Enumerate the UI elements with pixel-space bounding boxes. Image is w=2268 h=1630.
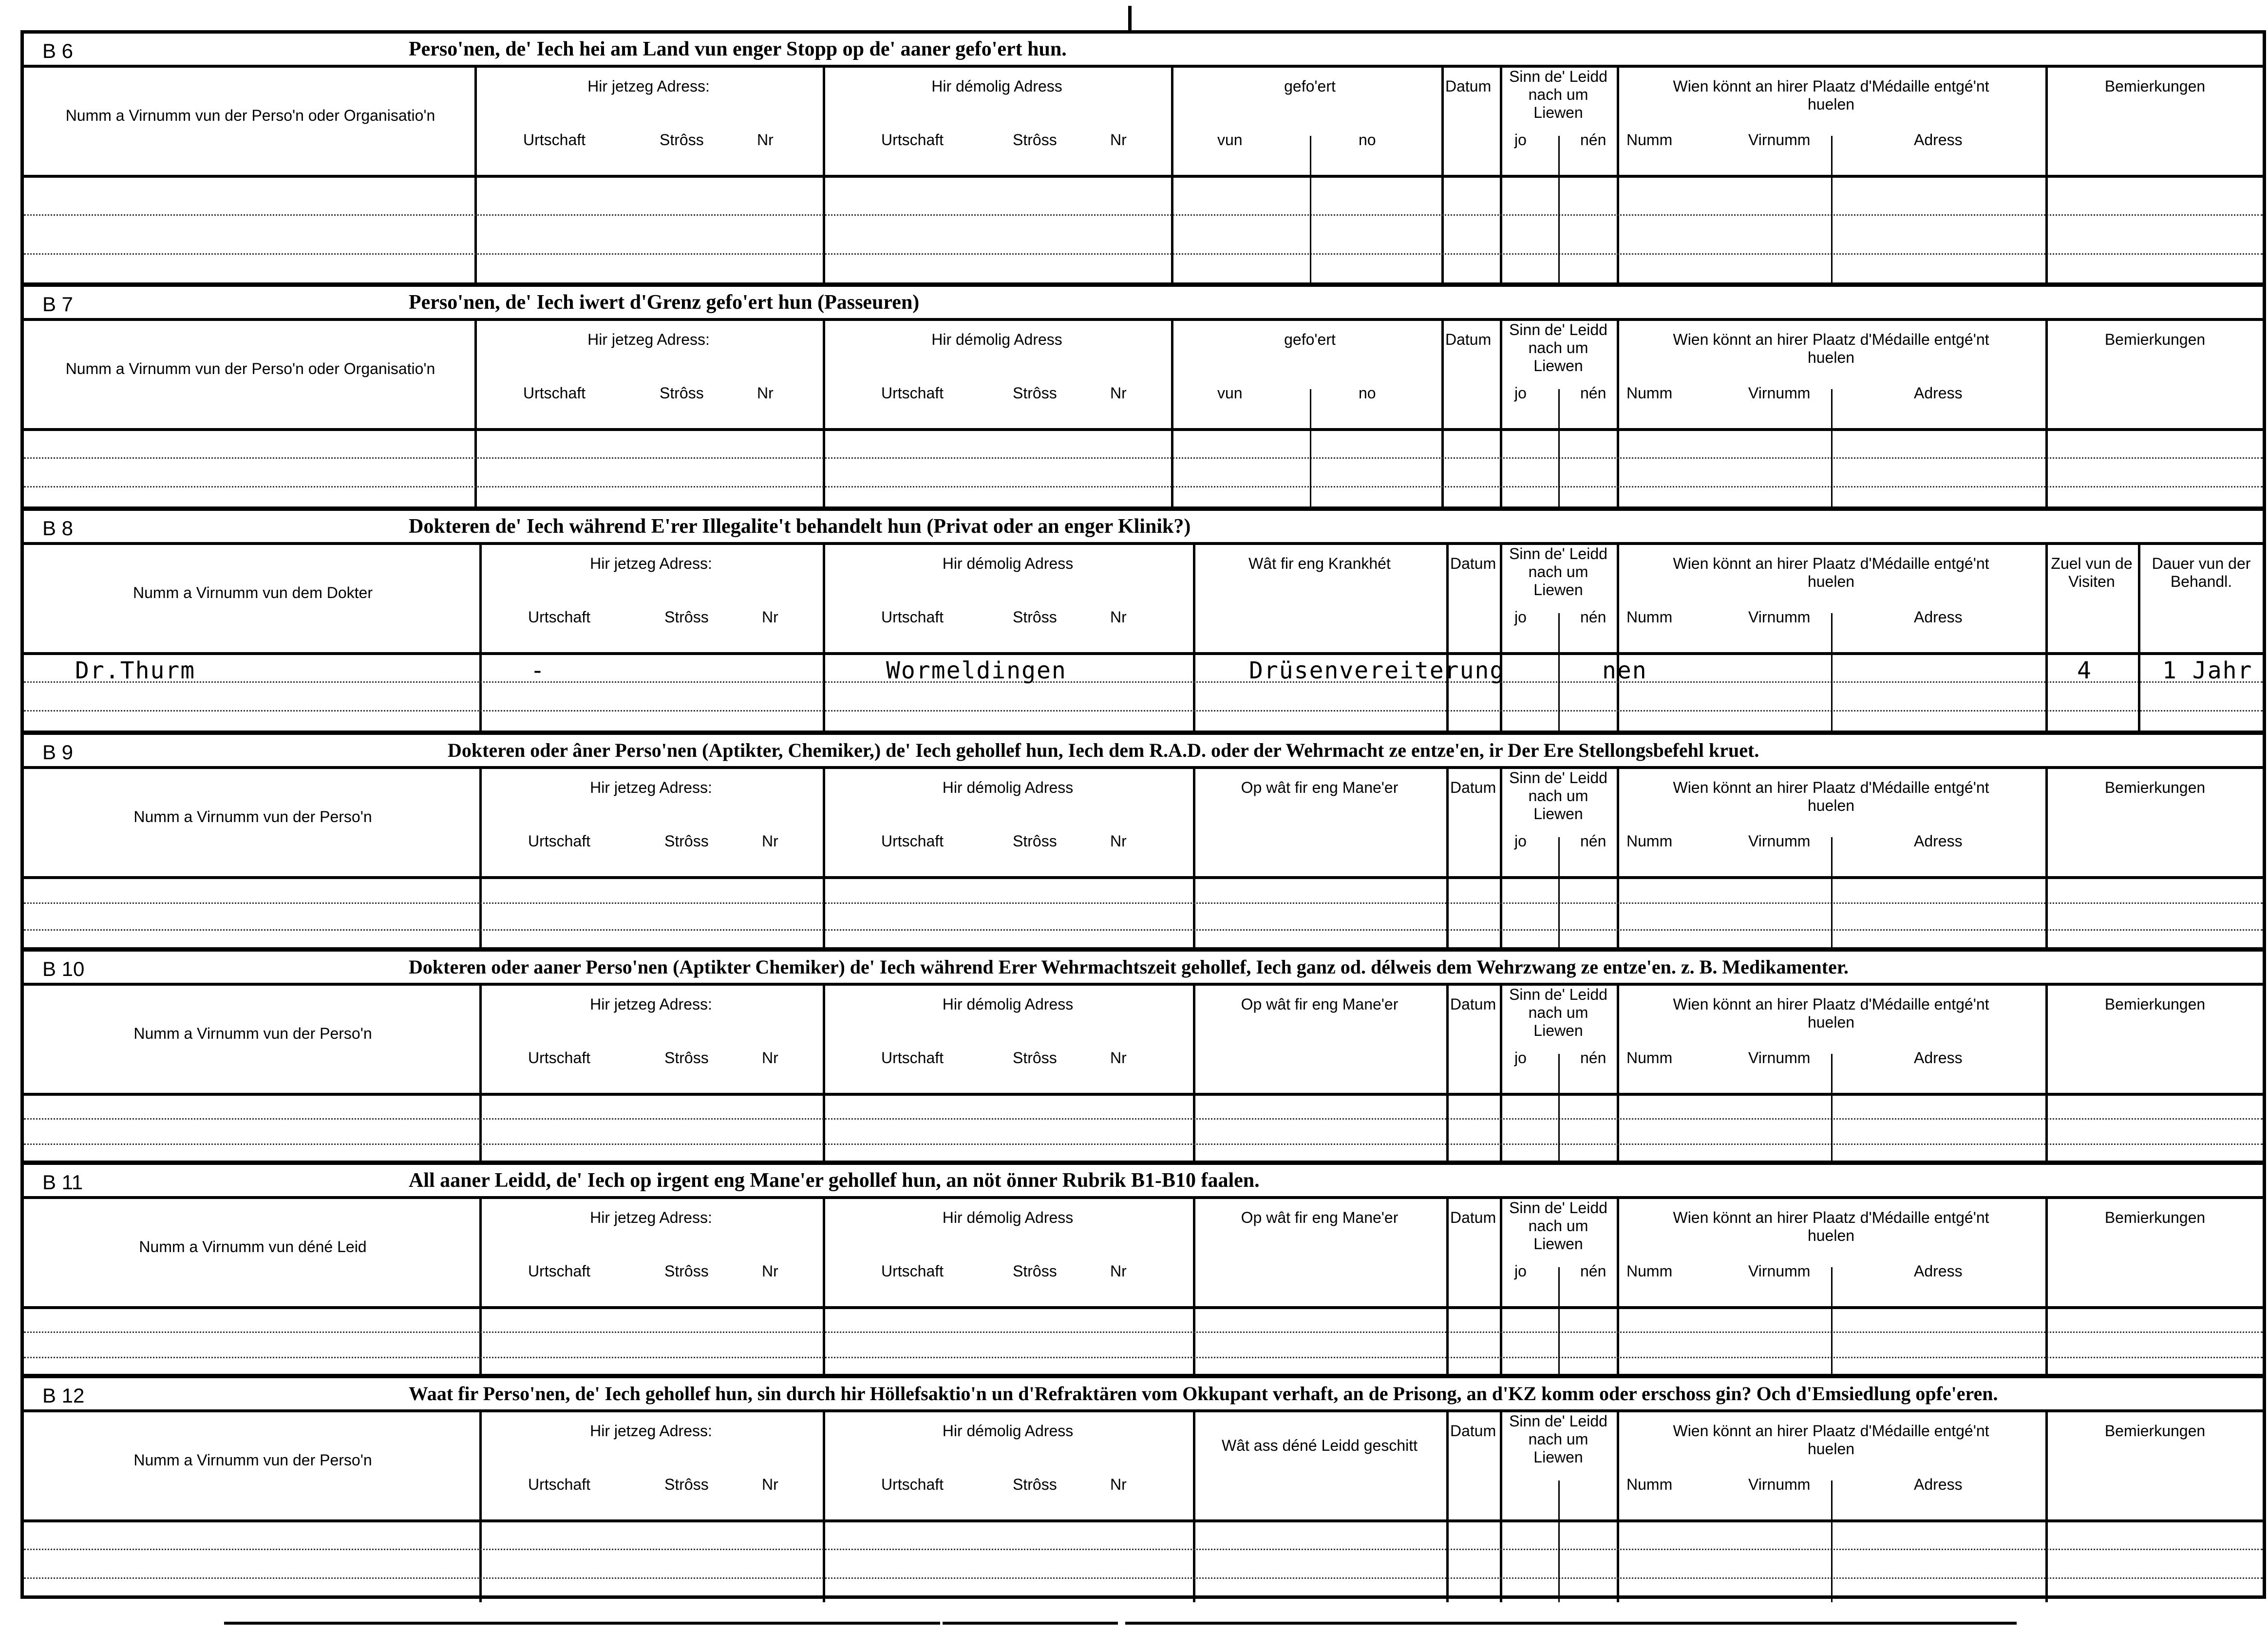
column-rule [823,1412,825,1602]
name-column-label: Numm a Virnumm vun déné Leid [139,1238,367,1255]
section-header [24,34,2263,68]
writing-line [24,1118,2263,1120]
survived-label: Sinn de' Leidd nach um Liewen [1509,1199,1607,1253]
survived-label: Sinn de' Leidd nach um Liewen [1509,769,1607,823]
stross-label: Strôss [1013,1262,1057,1280]
from-label: vun [1217,131,1243,149]
section-code: B 7 [42,293,74,316]
column-rule [2138,545,2140,735]
section-header [24,1378,2263,1412]
sub-rule [1558,389,1560,511]
address-label: Adress [1914,1476,1963,1493]
date-label: Datum [1450,779,1496,796]
section-b12 [24,1378,2263,1602]
nr-label: Nr [1110,1476,1127,1493]
column-rule [2045,1199,2048,1378]
address-label: Adress [1914,1262,1963,1280]
column-rule [1500,986,1502,1165]
surname-label: Numm [1626,131,1673,149]
column-rule [1193,986,1195,1165]
urtschaft-label: Urtschaft [528,1476,591,1493]
writing-line [24,1143,2263,1145]
stross-label: Strôss [664,1476,709,1493]
medal-recipient-label: Wien könnt an hirer Plaatz d'Médaille entgé'nt huelen [1673,779,1989,814]
firstname-label: Virnumm [1748,1049,1811,1067]
column-rule [1500,545,1502,735]
section-title: Perso'nen, de' Iech iwert d'Grenz gefo'ert hun (Passeuren) [409,291,920,314]
sub-rule [1831,613,1833,735]
current-address-label: Hir jetzeg Adress: [590,555,712,572]
entry-doctor: Dr.Thurm [75,657,196,684]
column-rule [1500,769,1502,952]
section-b8 [24,511,2263,735]
section-b7 [24,287,2263,511]
transported-label: gefo'ert [1284,331,1336,348]
section-code: B 11 [42,1171,83,1194]
visits-label: Zuel vun de Visiten [2051,555,2133,590]
urtschaft-label: Urtschaft [881,1262,944,1280]
writing-line [24,929,2263,931]
writing-line [24,1577,2263,1579]
bottom-rule-mid [943,1622,1118,1625]
urtschaft-label: Urtschaft [528,832,591,850]
section-code: B 12 [42,1384,85,1407]
current-address-label: Hir jetzeg Adress: [590,995,712,1013]
yes-label: jo [1514,1262,1527,1280]
column-rule [1193,1412,1195,1602]
surname-label: Numm [1626,608,1673,626]
section-code: B 6 [42,39,74,62]
remarks-label: Bemierkungen [2104,995,2206,1013]
column-rule [823,321,825,511]
yes-label: jo [1514,1049,1527,1067]
column-rule [1500,1412,1502,1602]
remarks-label: Bemierkungen [2104,331,2206,348]
sub-rule [1831,1267,1833,1378]
firstname-label: Virnumm [1748,832,1811,850]
nr-label: Nr [1110,1049,1127,1067]
writing-line [24,902,2263,904]
urtschaft-label: Urtschaft [528,1262,591,1280]
surname-label: Numm [1626,832,1673,850]
firstname-label: Virnumm [1748,384,1811,402]
column-rule [1500,1199,1502,1378]
medal-recipient-label: Wien könnt an hirer Plaatz d'Médaille entgé'nt huelen [1673,1422,1989,1458]
column-rule [1617,769,1619,952]
old-address-label: Hir démolig Adress [931,331,1062,348]
urtschaft-label: Urtschaft [881,1049,944,1067]
from-label: vun [1217,384,1243,402]
nr-label: Nr [1110,608,1127,626]
sub-rule [1831,389,1833,511]
column-rule [823,1199,825,1378]
nr-label: Nr [757,384,774,402]
date-label: Datum [1445,331,1492,348]
column-rule [823,545,825,735]
column-rule [479,986,482,1165]
medal-recipient-label: Wien könnt an hirer Plaatz d'Médaille entgé'nt huelen [1673,995,1989,1031]
header-rule [24,428,2263,431]
sub-rule [1558,136,1560,287]
duration-label: Dauer vun der Behandl. [2152,555,2251,590]
name-column-label: Numm a Virnumm vun der Perso'n [133,808,372,825]
header-rule [24,175,2263,178]
sub-rule [1310,136,1311,287]
entry-duration: 1 Jahr [2162,657,2253,684]
column-rule [1617,545,1619,735]
writing-line [24,1549,2263,1550]
urtschaft-label: Urtschaft [523,131,586,149]
stross-label: Strôss [1013,608,1057,626]
current-address-label: Hir jetzeg Adress: [590,1209,712,1226]
column-rule [479,545,482,735]
remarks-label: Bemierkungen [2104,779,2206,796]
writing-line [24,486,2263,487]
name-column-label: Numm a Virnumm vun der Perso'n [133,1451,372,1469]
column-rule [2045,321,2048,511]
column-rule [1193,545,1195,735]
column-rule [1193,769,1195,952]
address-label: Adress [1914,131,1963,149]
manner-label: Op wât fir eng Mane'er [1241,1209,1399,1226]
nr-label: Nr [762,608,778,626]
date-label: Datum [1450,555,1496,572]
column-rule [1617,986,1619,1165]
yes-label: jo [1514,608,1527,626]
header-rule [24,652,2263,655]
section-b6 [24,34,2263,287]
urtschaft-label: Urtschaft [881,1476,944,1493]
nr-label: Nr [1110,1262,1127,1280]
survived-label: Sinn de' Leidd nach um Liewen [1509,986,1607,1039]
address-label: Adress [1914,1049,1963,1067]
date-label: Datum [1450,995,1496,1013]
column-rule [2045,986,2048,1165]
old-address-label: Hir démolig Adress [942,995,1074,1013]
writing-line [24,253,2263,255]
section-b10 [24,952,2263,1165]
no-label: nén [1580,1262,1606,1280]
entry-current-address: - [530,657,546,684]
writing-line [24,710,2263,712]
section-grid [24,68,2263,287]
section-header [24,287,2263,321]
bottom-rule-left [224,1622,940,1625]
header-rule [24,1093,2263,1096]
column-rule [1617,1412,1619,1602]
nr-label: Nr [1110,384,1127,402]
yes-label: jo [1514,131,1527,149]
stross-label: Strôss [664,1262,709,1280]
writing-line [24,1331,2263,1333]
nr-label: Nr [757,131,774,149]
name-column-label: Numm a Virnumm vun der Perso'n oder Organisatio'n [65,107,435,124]
remarks-label: Bemierkungen [2104,1422,2206,1440]
header-rule [24,876,2263,879]
form-page [20,30,2266,1599]
firstname-label: Virnumm [1748,1476,1811,1493]
to-label: no [1359,131,1376,149]
stross-label: Strôss [660,384,704,402]
top-fold-mark [1128,6,1132,30]
address-label: Adress [1914,832,1963,850]
sub-rule [1558,613,1560,735]
sub-rule [1831,1480,1833,1602]
column-rule [1171,321,1173,511]
column-rule [479,1199,482,1378]
sub-rule [1558,1054,1560,1165]
manner-label: Op wât fir eng Mane'er [1241,995,1399,1013]
stross-label: Strôss [660,131,704,149]
old-address-label: Hir démolig Adress [942,1422,1074,1440]
section-title: Perso'nen, de' Iech hei am Land vun enger Stopp op de' aaner gefo'ert hun. [409,38,1067,60]
section-grid [24,1199,2263,1378]
sub-rule [1310,389,1311,511]
name-column-label: Numm a Virnumm vun der Perso'n oder Organisatio'n [65,360,435,377]
column-rule [823,769,825,952]
urtschaft-label: Urtschaft [881,832,944,850]
date-label: Datum [1450,1422,1496,1440]
firstname-label: Virnumm [1748,608,1811,626]
stross-label: Strôss [664,1049,709,1067]
old-address-label: Hir démolig Adress [942,779,1074,796]
column-rule [1446,1199,1449,1378]
column-rule [1446,1412,1449,1602]
column-rule [1441,321,1444,511]
header-rule [24,1306,2263,1309]
no-label: nén [1580,832,1606,850]
survived-label: Sinn de' Leidd nach um Liewen [1509,321,1607,375]
urtschaft-label: Urtschaft [881,608,944,626]
remarks-label: Bemierkungen [2104,77,2206,95]
section-code: B 10 [42,957,85,980]
entry-illness: Drüsenvereiterung [1249,657,1505,684]
firstname-label: Virnumm [1748,1262,1811,1280]
entry-survived: nen [1602,657,1647,684]
sub-rule [1558,1480,1560,1602]
sub-rule [1831,837,1833,952]
entry-old-address: Wormeldingen [886,657,1067,684]
section-b11 [24,1165,2263,1378]
urtschaft-label: Urtschaft [528,608,591,626]
current-address-label: Hir jetzeg Adress: [590,1422,712,1440]
stross-label: Strôss [1013,131,1057,149]
bottom-rule-right [1125,1622,2017,1625]
nr-label: Nr [1110,832,1127,850]
sub-rule [1831,1054,1833,1165]
what-happened-label: Wât ass déné Leidd geschitt [1221,1437,1418,1454]
column-rule [1446,986,1449,1165]
nr-label: Nr [762,1262,778,1280]
medal-recipient-label: Wien könnt an hirer Plaatz d'Médaille entgé'nt huelen [1673,555,1989,590]
section-code: B 9 [42,741,74,764]
medal-recipient-label: Wien könnt an hirer Plaatz d'Médaille entgé'nt huelen [1673,331,1989,366]
section-grid [24,1412,2263,1602]
urtschaft-label: Urtschaft [523,384,586,402]
surname-label: Numm [1626,384,1673,402]
manner-label: Op wât fir eng Mane'er [1241,779,1399,796]
address-label: Adress [1914,384,1963,402]
old-address-label: Hir démolig Adress [942,1209,1074,1226]
writing-line [24,1357,2263,1358]
column-rule [2045,1412,2048,1602]
transported-label: gefo'ert [1284,77,1336,95]
urtschaft-label: Urtschaft [881,131,944,149]
writing-line [24,214,2263,216]
column-rule [1446,545,1449,735]
section-grid [24,769,2263,952]
section-title: Dokteren de' Iech während E'rer Illegalite't behandelt hun (Privat oder an enger Klinik?) [409,515,1191,538]
current-address-label: Hir jetzeg Adress: [590,779,712,796]
medal-recipient-label: Wien könnt an hirer Plaatz d'Médaille entgé'nt huelen [1673,77,1989,113]
nr-label: Nr [1110,131,1127,149]
section-header [24,952,2263,986]
no-label: nén [1580,131,1606,149]
section-title: Waat fir Perso'nen, de' Iech gehollef hun, sin durch hir Höllefsaktio'n un d'Refraktären vom Okkupant verhaft, an de Prisong, an d'KZ komm oder erschoss gin? Och d'Emsiedlung opfe'eren. [409,1383,1998,1405]
surname-label: Numm [1626,1262,1673,1280]
address-label: Adress [1914,608,1963,626]
name-column-label: Numm a Virnumm vun dem Dokter [133,584,373,601]
column-rule [1500,321,1502,511]
section-header [24,735,2263,769]
remarks-label: Bemierkungen [2104,1209,2206,1226]
section-grid [24,545,2263,735]
yes-label: jo [1514,384,1527,402]
column-rule [2045,769,2048,952]
no-label: nén [1580,1049,1606,1067]
firstname-label: Virnumm [1748,131,1811,149]
writing-line [24,457,2263,459]
illness-label: Wât fir eng Krankhét [1248,555,1391,572]
section-header [24,511,2263,545]
section-title: Dokteren oder aaner Perso'nen (Aptikter Chemiker) de' Iech während Erer Wehrmachtszeit gehollef, Iech ganz od. délweis dem Wehrzwang ze entze'en. z. B. Medikamenter. [409,956,1849,978]
current-address-label: Hir jetzeg Adress: [587,77,710,95]
to-label: no [1359,384,1376,402]
sub-rule [1558,1267,1560,1378]
medal-recipient-label: Wien könnt an hirer Plaatz d'Médaille entgé'nt huelen [1673,1209,1989,1244]
urtschaft-label: Urtschaft [528,1049,591,1067]
surname-label: Numm [1626,1049,1673,1067]
surname-label: Numm [1626,1476,1673,1493]
sub-rule [1831,136,1833,287]
nr-label: Nr [762,832,778,850]
column-rule [1617,1199,1619,1378]
column-rule [474,321,477,511]
date-label: Datum [1450,1209,1496,1226]
section-grid [24,321,2263,511]
section-code: B 8 [42,517,74,540]
stross-label: Strôss [1013,1476,1057,1493]
survived-label: Sinn de' Leidd nach um Liewen [1509,1412,1607,1466]
date-label: Datum [1445,77,1492,95]
stross-label: Strôss [664,608,709,626]
no-label: nén [1580,608,1606,626]
no-label: nén [1580,384,1606,402]
yes-label: jo [1514,832,1527,850]
writing-line [24,681,2263,683]
column-rule [479,769,482,952]
nr-label: Nr [762,1049,778,1067]
survived-label: Sinn de' Leidd nach um Liewen [1509,68,1607,121]
stross-label: Strôss [664,832,709,850]
column-rule [1446,769,1449,952]
nr-label: Nr [762,1476,778,1493]
old-address-label: Hir démolig Adress [931,77,1062,95]
column-rule [1193,1199,1195,1378]
current-address-label: Hir jetzeg Adress: [587,331,710,348]
section-b9 [24,735,2263,952]
section-header [24,1165,2263,1199]
stross-label: Strôss [1013,832,1057,850]
urtschaft-label: Urtschaft [881,384,944,402]
column-rule [479,1412,482,1602]
stross-label: Strôss [1013,384,1057,402]
sub-rule [1558,837,1560,952]
column-rule [2045,545,2048,735]
header-rule [24,1519,2263,1522]
column-rule [1617,321,1619,511]
name-column-label: Numm a Virnumm vun der Perso'n [133,1025,372,1042]
survived-label: Sinn de' Leidd nach um Liewen [1509,545,1607,599]
entry-visits: 4 [2077,657,2092,684]
old-address-label: Hir démolig Adress [942,555,1074,572]
section-grid [24,986,2263,1165]
section-title: Dokteren oder âner Perso'nen (Aptikter, Chemiker,) de' Iech gehollef hun, Iech dem R.A.D. oder der Wehrmacht ze entze'en, ir Der Ere Stellongsbefehl kruet. [448,739,1759,761]
stross-label: Strôss [1013,1049,1057,1067]
column-rule [823,986,825,1165]
section-title: All aaner Leidd, de' Iech op irgent eng Mane'er gehollef hun, an nöt önner Rubrik B1-B10 faalen. [409,1169,1260,1192]
